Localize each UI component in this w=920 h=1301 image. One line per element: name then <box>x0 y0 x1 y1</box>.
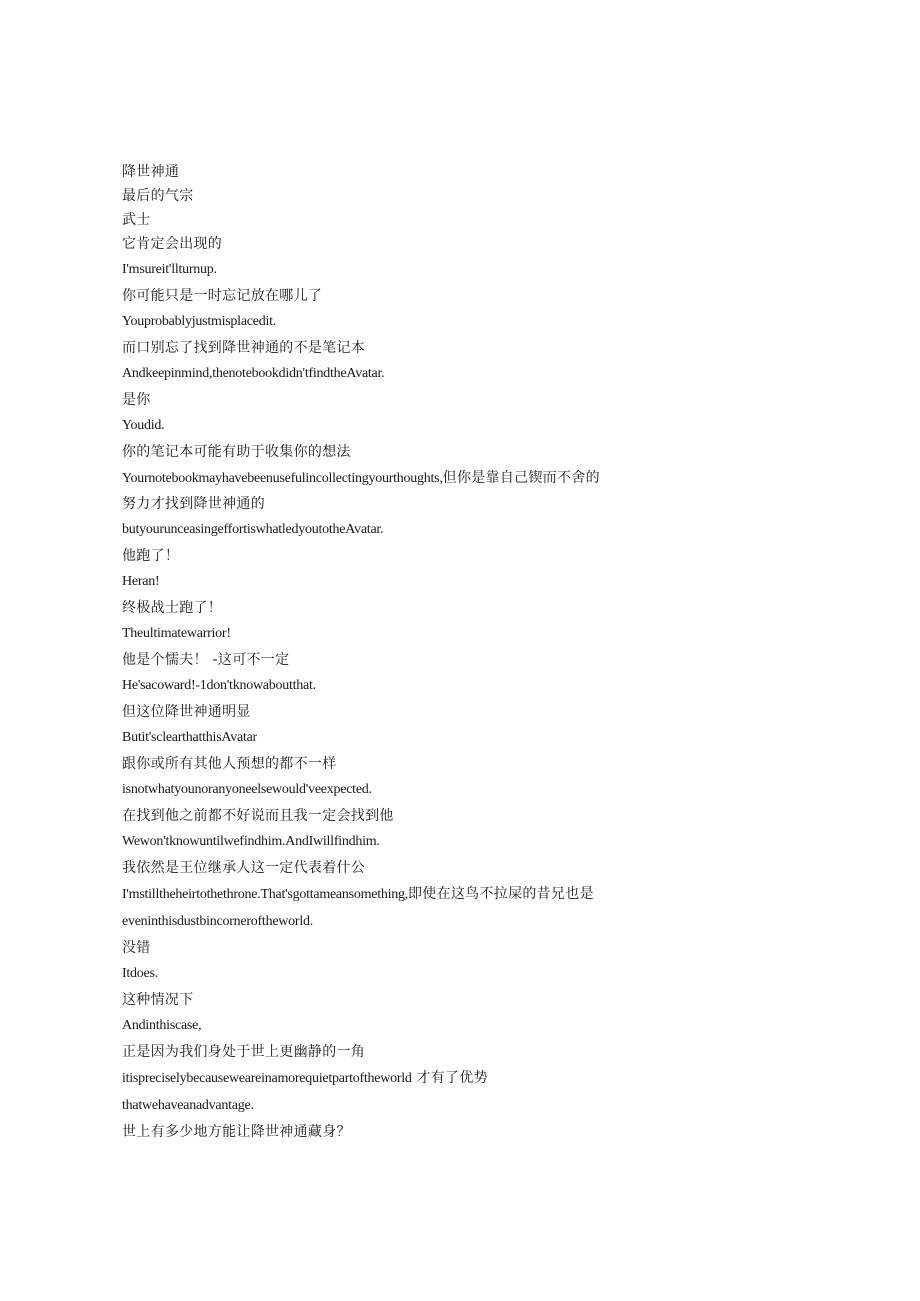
text-line <box>122 1064 762 1092</box>
text-line: Youprobablyjustmisplacedit. <box>122 314 276 329</box>
text-line: I'msureit'llturnup. <box>122 262 217 277</box>
text-line: 正是因为我们身处于世上更幽静的一角 <box>122 1044 366 1060</box>
text-segment-en: Yournotebookmayhavebeenusefulincollectingyourthoughts, <box>122 471 443 486</box>
text-line: 它肯定会出现的 <box>122 236 223 252</box>
text-segment-en: itispreciselybecauseweareinamorequietpartoftheworld <box>122 1071 412 1086</box>
text-line: 我依然是王位继承人这一定代表着什公 <box>122 860 366 876</box>
text-line: Heran! <box>122 574 160 589</box>
text-segment-zh: 才有了优势 <box>411 1070 488 1086</box>
text-segment-en: I'mstilltheheirtothethrone.That'sgottameansomething, <box>122 887 408 902</box>
text-line: 降世神通 <box>122 164 180 180</box>
text-line: 世上有多少地方能让降世神通藏身？ <box>122 1124 351 1140</box>
text-line: thatwehaveanadvantage. <box>122 1098 254 1113</box>
text-line: 但这位降世神通明显 <box>122 704 251 720</box>
text-line: 最后的气宗 <box>122 188 194 204</box>
text-line <box>122 464 762 492</box>
text-line: 武士 <box>122 212 151 228</box>
text-line: 没错 <box>122 940 151 956</box>
text-line: Itdoes. <box>122 966 158 981</box>
text-line: 而口别忘了找到降世神通的不是笔记本 <box>122 340 366 356</box>
text-line: 他是个懦夫！ -这可不一定 <box>122 652 290 668</box>
document-page <box>122 160 762 1144</box>
text-line: Wewon'tknowuntilwefindhim.AndIwillfindhim. <box>122 834 380 849</box>
text-line: Youdid. <box>122 418 165 433</box>
text-line: 跟你或所有其他人预想的都不一样 <box>122 756 337 772</box>
text-line: 这种情况下 <box>122 992 194 1008</box>
text-line: isnotwhatyounoranyoneelsewould'veexpected. <box>122 782 372 797</box>
text-line: 终极战士跑了！ <box>122 600 223 616</box>
text-line: butyourunceasingeffortiswhatledyoutotheAvatar. <box>122 522 384 537</box>
text-line: Andinthiscase, <box>122 1018 202 1033</box>
text-line: 他跑了！ <box>122 548 180 564</box>
text-line: eveninthisdustbincorneroftheworld. <box>122 914 313 929</box>
text-line: 是你 <box>122 392 151 408</box>
text-line: Theultimatewarrior! <box>122 626 231 641</box>
text-line: Andkeepinmind,thenotebookdidn'tfindtheAvatar. <box>122 366 385 381</box>
text-line: 你的笔记本可能有助于收集你的想法 <box>122 444 351 460</box>
text-line: 你可能只是一时忘记放在哪儿了 <box>122 288 323 304</box>
text-segment-zh: 即使在这鸟不拉屎的昔兄也是 <box>407 886 594 902</box>
text-segment-zh: 但你是靠自己锲而不舍的 <box>442 470 600 486</box>
text-line <box>122 880 762 908</box>
text-line: 努力才找到降世神通的 <box>122 496 265 512</box>
text-line: 在找到他之前都不好说而且我一定会找到他 <box>122 808 394 824</box>
text-line: Butit'sclearthatthisAvatar <box>122 730 257 745</box>
text-line: He'sacoward!-1don'tknowaboutthat. <box>122 678 316 693</box>
